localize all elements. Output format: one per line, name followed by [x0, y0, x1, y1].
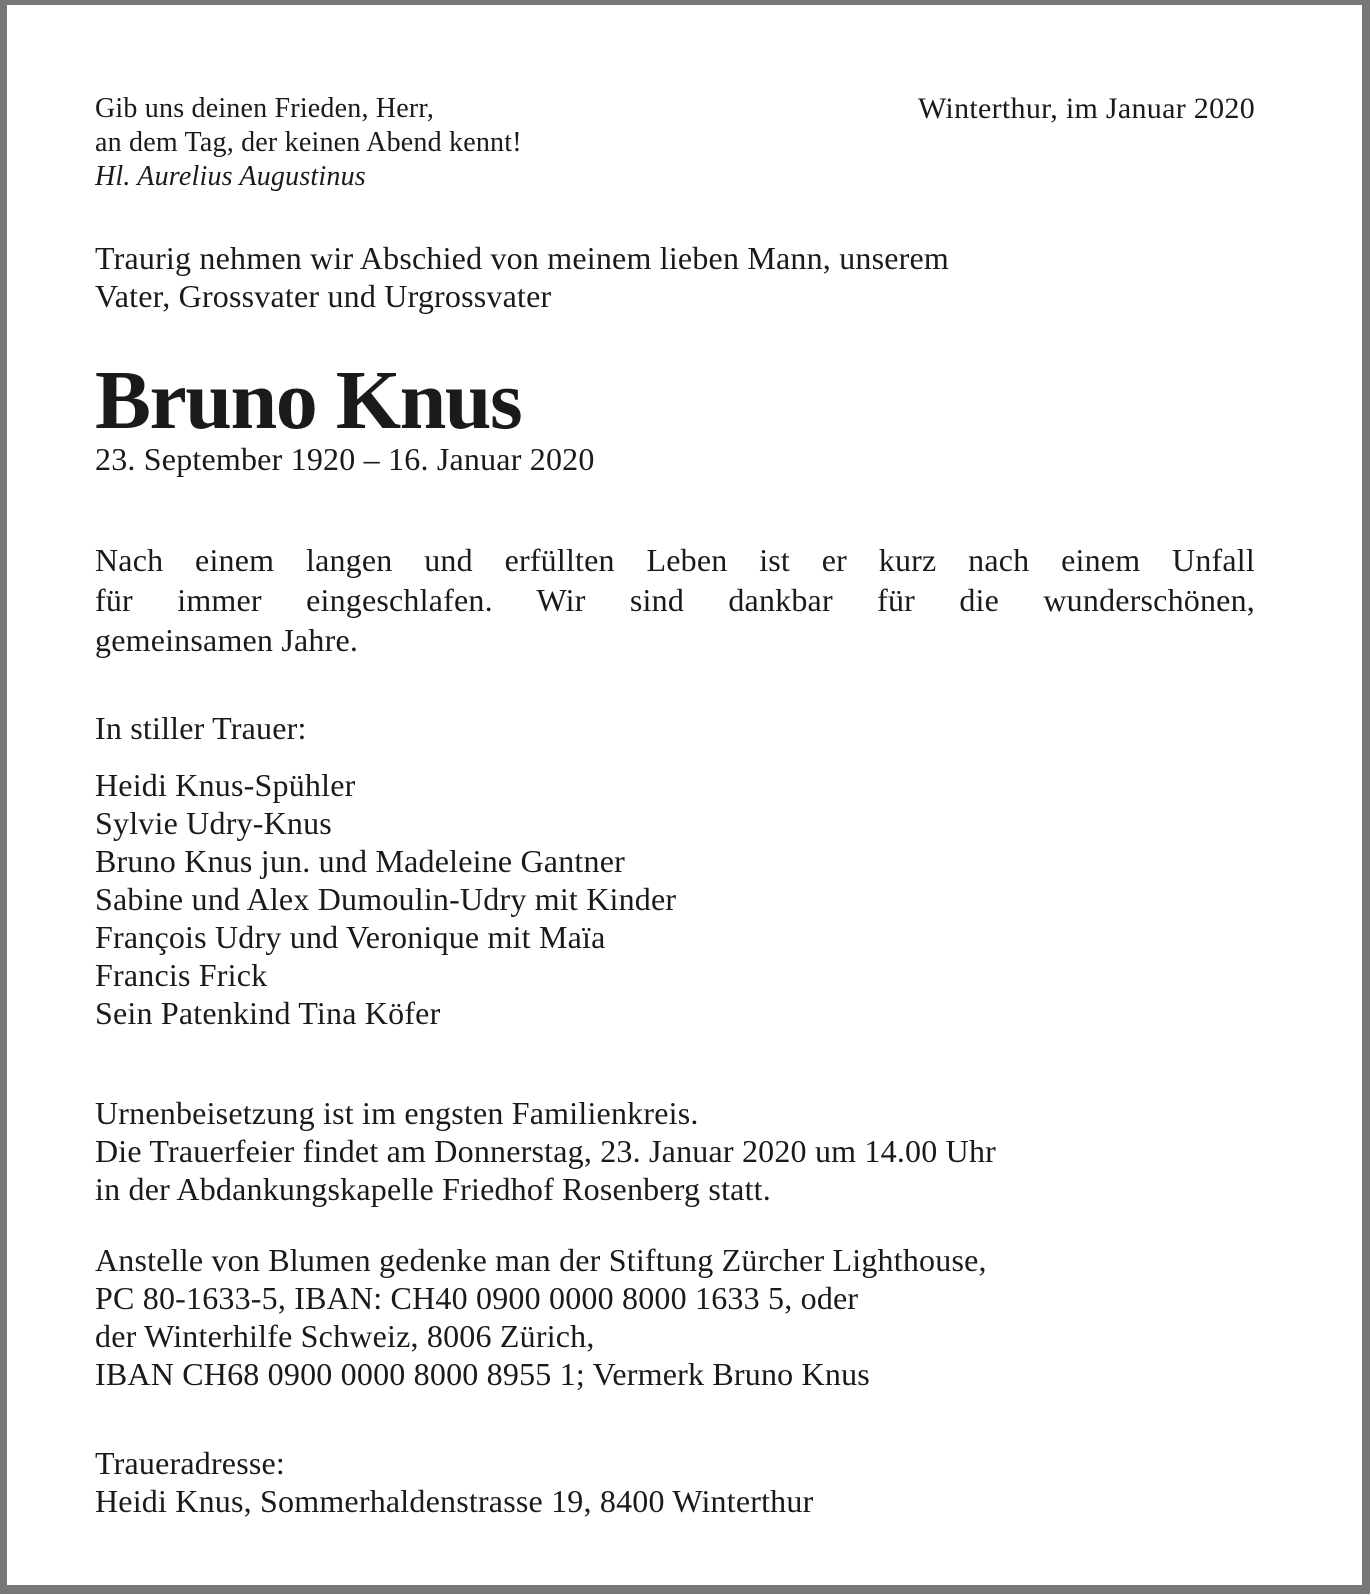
address-info — [95, 1444, 1255, 1520]
mourner-name: Bruno Knus jun. und Madeleine Gantner — [95, 843, 625, 879]
funeral-info — [95, 1094, 1255, 1208]
header — [95, 92, 1255, 194]
funeral-line-2: Die Trauerfeier findet am Donnerstag, 23. Januar 2020 um 14.00 Uhr — [95, 1133, 996, 1169]
donation-info — [95, 1241, 1255, 1393]
donation-line-2: PC 80-1633-5, IBAN: CH40 0900 0000 8000 1633 5, oder — [95, 1280, 859, 1316]
mourners-heading: In stiller Trauer: — [95, 710, 307, 746]
life-dates: 23. September 1920 – 16. Januar 2020 — [95, 441, 595, 477]
obituary-line-1: Nach einem langen und erfüllten Leben ist er kurz nach einem Unfall — [95, 542, 1255, 578]
donation-line-1: Anstelle von Blumen gedenke man der Stiftung Zürcher Lighthouse, — [95, 1242, 987, 1278]
obituary-page — [7, 5, 1362, 1585]
intro-text — [95, 239, 1255, 315]
deceased-name: Bruno Knus — [95, 354, 522, 447]
obituary-text — [95, 540, 1255, 660]
epigraph-attribution: Hl. Aurelius Augustinus — [95, 161, 366, 192]
mourner-name: Sabine und Alex Dumoulin-Udry mit Kinder — [95, 881, 677, 917]
address-line: Heidi Knus, Sommerhaldenstrasse 19, 8400 Winterthur — [95, 1483, 814, 1519]
mourners-list — [95, 766, 1255, 1032]
donation-line-3: der Winterhilfe Schweiz, 8006 Zürich, — [95, 1318, 595, 1354]
epigraph — [95, 92, 522, 194]
mourner-name: Sein Patenkind Tina Köfer — [95, 995, 441, 1031]
intro-line-2: Vater, Grossvater und Urgrossvater — [95, 278, 552, 314]
mourner-name: François Udry und Veronique mit Maïa — [95, 919, 606, 955]
epigraph-line-1: Gib uns deinen Frieden, Herr, — [95, 93, 435, 124]
donation-line-4: IBAN CH68 0900 0000 8000 8955 1; Vermerk Bruno Knus — [95, 1356, 870, 1392]
obituary-content — [95, 5, 1255, 1520]
mourner-name: Sylvie Udry-Knus — [95, 805, 332, 841]
dateline: Winterthur, im Januar 2020 — [918, 92, 1255, 125]
mourner-name: Francis Frick — [95, 957, 268, 993]
mourner-name: Heidi Knus-Spühler — [95, 767, 356, 803]
funeral-line-3: in der Abdankungskapelle Friedhof Rosenberg statt. — [95, 1171, 771, 1207]
funeral-line-1: Urnenbeisetzung ist im engsten Familienkreis. — [95, 1095, 699, 1131]
intro-line-1: Traurig nehmen wir Abschied von meinem lieben Mann, unserem — [95, 240, 950, 276]
address-heading: Traueradresse: — [95, 1445, 286, 1481]
epigraph-line-2: an dem Tag, der keinen Abend kennt! — [95, 127, 522, 158]
obituary-line-3: gemeinsamen Jahre. — [95, 622, 359, 658]
obituary-line-2: für immer eingeschlafen. Wir sind dankbar für die wunderschönen, — [95, 582, 1255, 618]
